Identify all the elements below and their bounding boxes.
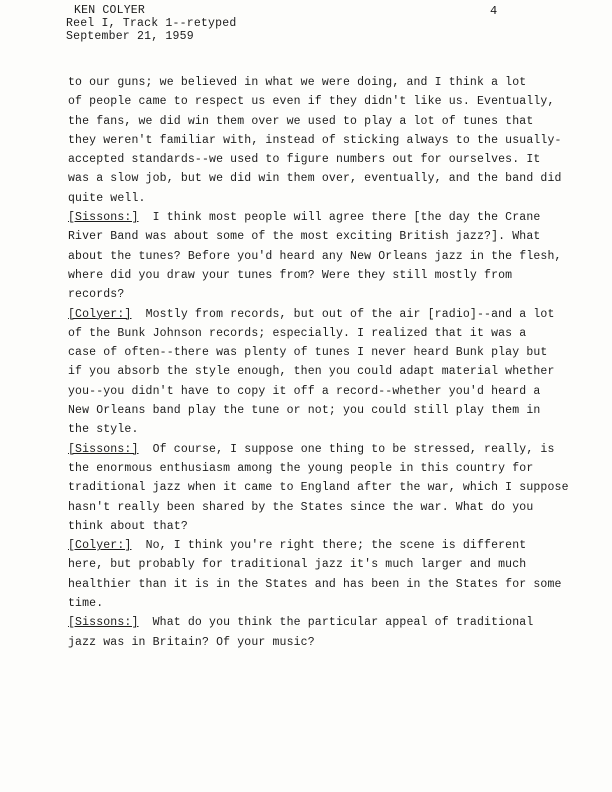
text-line: of people came to respect us even if they didn't like us. Eventually, bbox=[68, 95, 555, 109]
line-text: I think most people will agree there [the day the Crane bbox=[138, 211, 541, 225]
text-line: accepted standards--we used to figure numbers out for ourselves. It bbox=[68, 153, 541, 167]
transcript-paragraph bbox=[68, 305, 554, 440]
speaker-label: [Colyer:] bbox=[68, 539, 132, 553]
interviewee-name: KEN COLYER bbox=[74, 4, 146, 17]
text-line: about the tunes? Before you'd heard any New Orleans jazz in the flesh, bbox=[68, 249, 562, 263]
line-text: What do you think the particular appeal of traditional bbox=[138, 616, 534, 630]
text-line: was a slow job, but we did win them over, eventually, and the band did bbox=[68, 172, 562, 186]
text-line: the enormous enthusiasm among the young people in this country for bbox=[68, 461, 534, 475]
text-line bbox=[68, 305, 554, 324]
page-header bbox=[66, 4, 236, 43]
text-line: the fans, we did win them over we used to play a lot of tunes that bbox=[68, 114, 534, 128]
text-line: records? bbox=[68, 288, 125, 302]
line-text: No, I think you're right there; the scene is different bbox=[131, 539, 527, 553]
text-line: if you absorb the style enough, then you could adapt material whether bbox=[68, 365, 555, 379]
speaker-label: [Sissons:] bbox=[68, 211, 139, 225]
text-line: traditional jazz when it came to England after the war, which I suppose bbox=[68, 481, 569, 495]
line-text: Of course, I suppose one thing to be stressed, really, is bbox=[138, 442, 555, 456]
text-line: River Band was about some of the most exciting British jazz?]. What bbox=[68, 230, 541, 244]
transcript-paragraph bbox=[68, 613, 554, 652]
text-line: case of often--there was plenty of tunes I never heard Bunk play but bbox=[68, 346, 548, 360]
speaker-label: [Sissons:] bbox=[68, 442, 139, 456]
text-line: here, but probably for traditional jazz it's much larger and much bbox=[68, 558, 527, 572]
text-line: to our guns; we believed in what we were doing, and I think a lot bbox=[68, 76, 527, 89]
text-line: jazz was in Britain? Of your music? bbox=[68, 635, 315, 649]
text-line: time. bbox=[68, 597, 104, 611]
transcript-body bbox=[68, 73, 569, 652]
text-line: healthier than it is in the States and has been in the States for some bbox=[68, 577, 562, 591]
text-line: the style. bbox=[68, 423, 139, 437]
text-line bbox=[68, 613, 554, 632]
text-line: think about that? bbox=[68, 519, 188, 533]
reel-track-label: Reel I, Track 1--retyped bbox=[66, 17, 237, 30]
speaker-label: [Sissons:] bbox=[68, 616, 139, 630]
page-number: 4 bbox=[490, 4, 498, 18]
text-line bbox=[68, 208, 554, 227]
transcript-paragraph bbox=[68, 536, 562, 613]
text-line: quite well. bbox=[68, 191, 146, 205]
transcript-paragraph bbox=[68, 73, 562, 208]
text-line bbox=[68, 536, 554, 555]
text-line: of the Bunk Johnson records; especially. I realized that it was a bbox=[68, 326, 527, 340]
speaker-label: [Colyer:] bbox=[68, 307, 132, 321]
line-text: Mostly from records, but out of the air [radio]--and a lot bbox=[131, 307, 555, 321]
text-line: you--you didn't have to copy it off a record--whether you'd heard a bbox=[68, 384, 541, 398]
transcript-paragraph bbox=[68, 208, 562, 304]
text-line: they weren't familiar with, instead of sticking always to the usually- bbox=[68, 133, 562, 147]
text-line: hasn't really been shared by the States since the war. What do you bbox=[68, 500, 534, 514]
text-line: New Orleans band play the tune or not; you could still play them in bbox=[68, 404, 541, 418]
interview-date: September 21, 1959 bbox=[66, 30, 194, 43]
text-line bbox=[68, 440, 554, 459]
text-line: where did you draw your tunes from? Were they still mostly from bbox=[68, 268, 513, 282]
transcript-paragraph bbox=[68, 440, 569, 536]
